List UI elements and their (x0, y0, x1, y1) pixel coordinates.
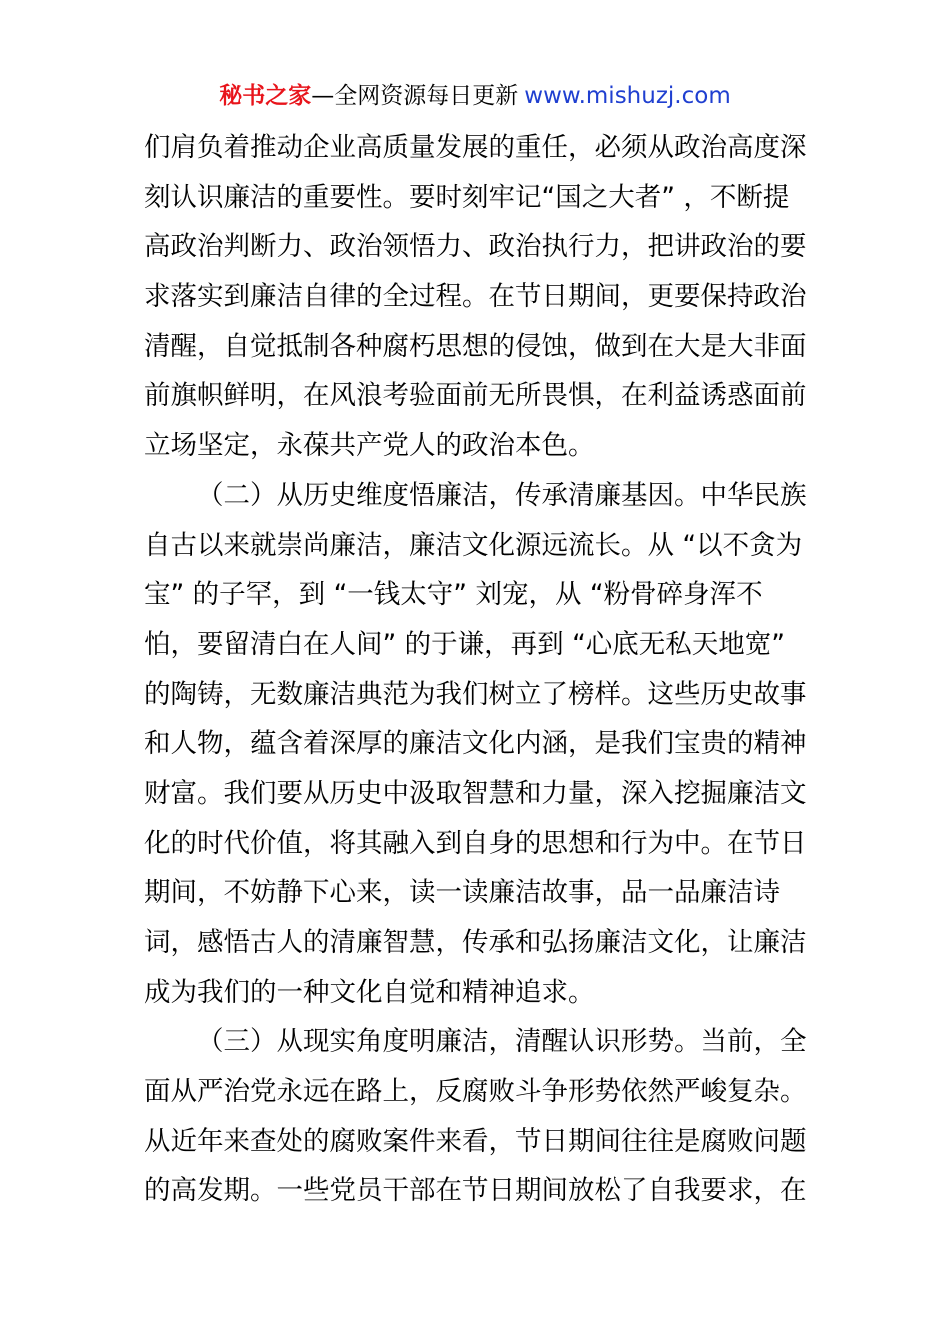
text-line: 期间，不妨静下心来，读一读廉洁故事，品一品廉洁诗 (144, 877, 780, 909)
text-line: 化的时代价值，将其融入到自身的思想和行为中。在节日 (144, 827, 807, 859)
text-line: 面从严治党永远在路上，反腐败斗争形势依然严峻复杂。 (144, 1076, 807, 1108)
text-line: 宝” 的子罕，到 “一钱太守” 刘宠，从 “粉骨碎身浑不 (144, 579, 763, 611)
document-body (144, 123, 806, 1216)
text-line: 立场坚定，永葆共产党人的政治本色。 (144, 430, 595, 462)
site-url-link[interactable]: www.mishuzj.com (524, 83, 731, 109)
text-line: 财富。我们要从历史中汲取智慧和力量，深入挖掘廉洁文 (144, 777, 807, 809)
text-line: 的高发期。一些党员干部在节日期间放松了自我要求，在 (144, 1175, 807, 1207)
text-line: 们肩负着推动企业高质量发展的重任，必须从政治高度深 (144, 132, 807, 163)
text-line: 和人物，蕴含着深厚的廉洁文化内涵，是我们宝贵的精神 (144, 728, 807, 760)
text-line: 怕，要留清白在人间” 的于谦，再到 “心底无私天地宽” (144, 628, 786, 660)
brand-name: 秘书之家 (219, 83, 312, 109)
text-line: 求落实到廉洁自律的全过程。在节日期间，更要保持政治 (144, 281, 807, 313)
paragraph-start-line: （三）从现实角度明廉洁，清醒认识形势。当前，全 (197, 1026, 807, 1058)
text-line: 成为我们的一种文化自觉和精神追求。 (144, 976, 595, 1008)
text-line: 前旗帜鲜明，在风浪考验面前无所畏惧，在利益诱惑面前 (144, 380, 807, 412)
text-line: 词，感悟古人的清廉智慧，传承和弘扬廉洁文化，让廉洁 (144, 927, 807, 958)
text-line: 自古以来就崇尚廉洁，廉洁文化源远流长。从 “以不贪为 (144, 529, 803, 561)
text-line: 的陶铸，无数廉洁典范为我们树立了榜样。这些历史故事 (144, 678, 807, 710)
site-header (0, 80, 950, 112)
text-line: 清醒，自觉抵制各种腐朽思想的侵蚀，做到在大是大非面 (144, 330, 807, 362)
site-slogan: —全网资源每日更新 (311, 83, 519, 109)
text-line: 从近年来查处的腐败案件来看，节日期间往往是腐败问题 (144, 1125, 807, 1157)
paragraph-start-line: （二）从历史维度悟廉洁，传承清廉基因。中华民族 (197, 479, 807, 511)
text-line: 刻认识廉洁的重要性。要时刻牢记“国之大者” ，不断提 (144, 181, 790, 213)
text-line: 高政治判断力、政治领悟力、政治执行力，把讲政治的要 (144, 231, 807, 263)
